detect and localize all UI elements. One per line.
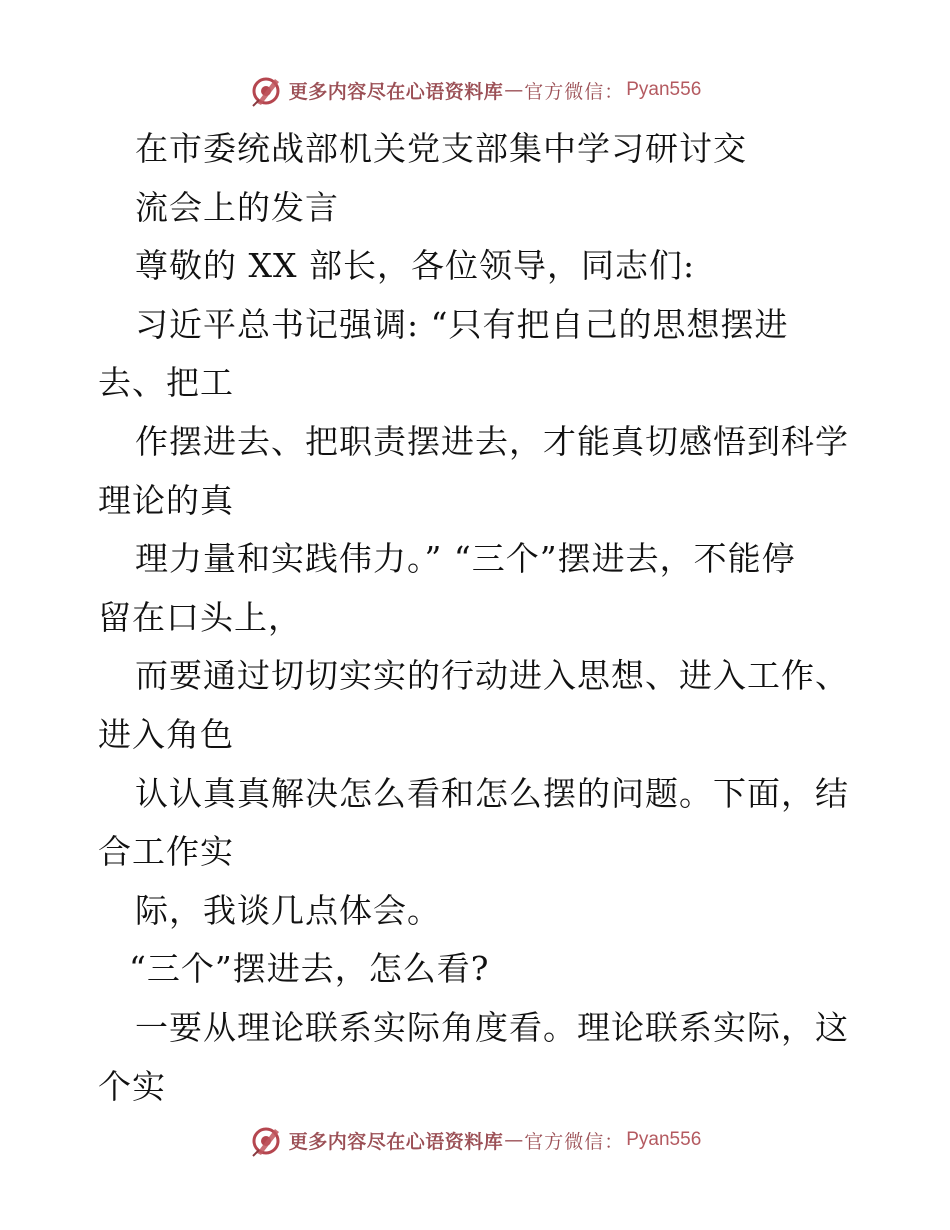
text-line: 流会上的发言 xyxy=(135,187,339,227)
banner-separator: — xyxy=(504,79,524,101)
text-line: 理力量和实践伟力。” “三个”摆进去，不能停 xyxy=(135,539,796,579)
text-line: “三个”摆进去，怎么看? xyxy=(129,949,490,989)
text-line: 个实 xyxy=(98,1066,166,1106)
official-wechat-label: 官方微信： xyxy=(524,1130,625,1153)
text-line: 理论的真 xyxy=(98,480,234,520)
wechat-id: Pyan556 xyxy=(626,79,702,100)
text-line: 留在口头上， xyxy=(98,597,302,637)
pen-logo-icon xyxy=(249,1123,283,1157)
text-line: 际，我谈几点体会。 xyxy=(135,890,441,930)
text-line: 尊敬的 XX 部长，各位领导，同志们: xyxy=(135,246,696,286)
pen-logo-icon xyxy=(249,73,283,107)
text-line: 作摆进去、把职责摆进去，才能真切感悟到科学 xyxy=(135,421,849,461)
header-watermark-banner xyxy=(0,70,950,110)
text-line: 在市委统战部机关党支部集中学习研讨交 xyxy=(135,129,747,168)
footer-watermark-banner xyxy=(0,1120,950,1160)
brand-text: 更多内容尽在心语资料库 xyxy=(288,80,504,103)
text-line: 一要从理论联系实际角度看。理论联系实际，这 xyxy=(135,1007,849,1047)
document-body xyxy=(98,120,858,1116)
official-wechat-label: 官方微信： xyxy=(524,80,625,103)
text-line: 习近平总书记强调: “只有把自己的思想摆进 xyxy=(135,304,789,344)
banner-separator: — xyxy=(504,1129,524,1151)
text-line: 而要通过切切实实的行动进入思想、进入工作、 xyxy=(135,656,849,696)
text-line: 合工作实 xyxy=(98,832,234,872)
brand-text: 更多内容尽在心语资料库 xyxy=(288,1130,504,1153)
text-line: 认认真真解决怎么看和怎么摆的问题。下面，结 xyxy=(135,773,849,813)
text-line: 去、把工 xyxy=(98,363,234,403)
wechat-id: Pyan556 xyxy=(626,1129,702,1150)
text-line: 进入角色 xyxy=(98,714,234,754)
